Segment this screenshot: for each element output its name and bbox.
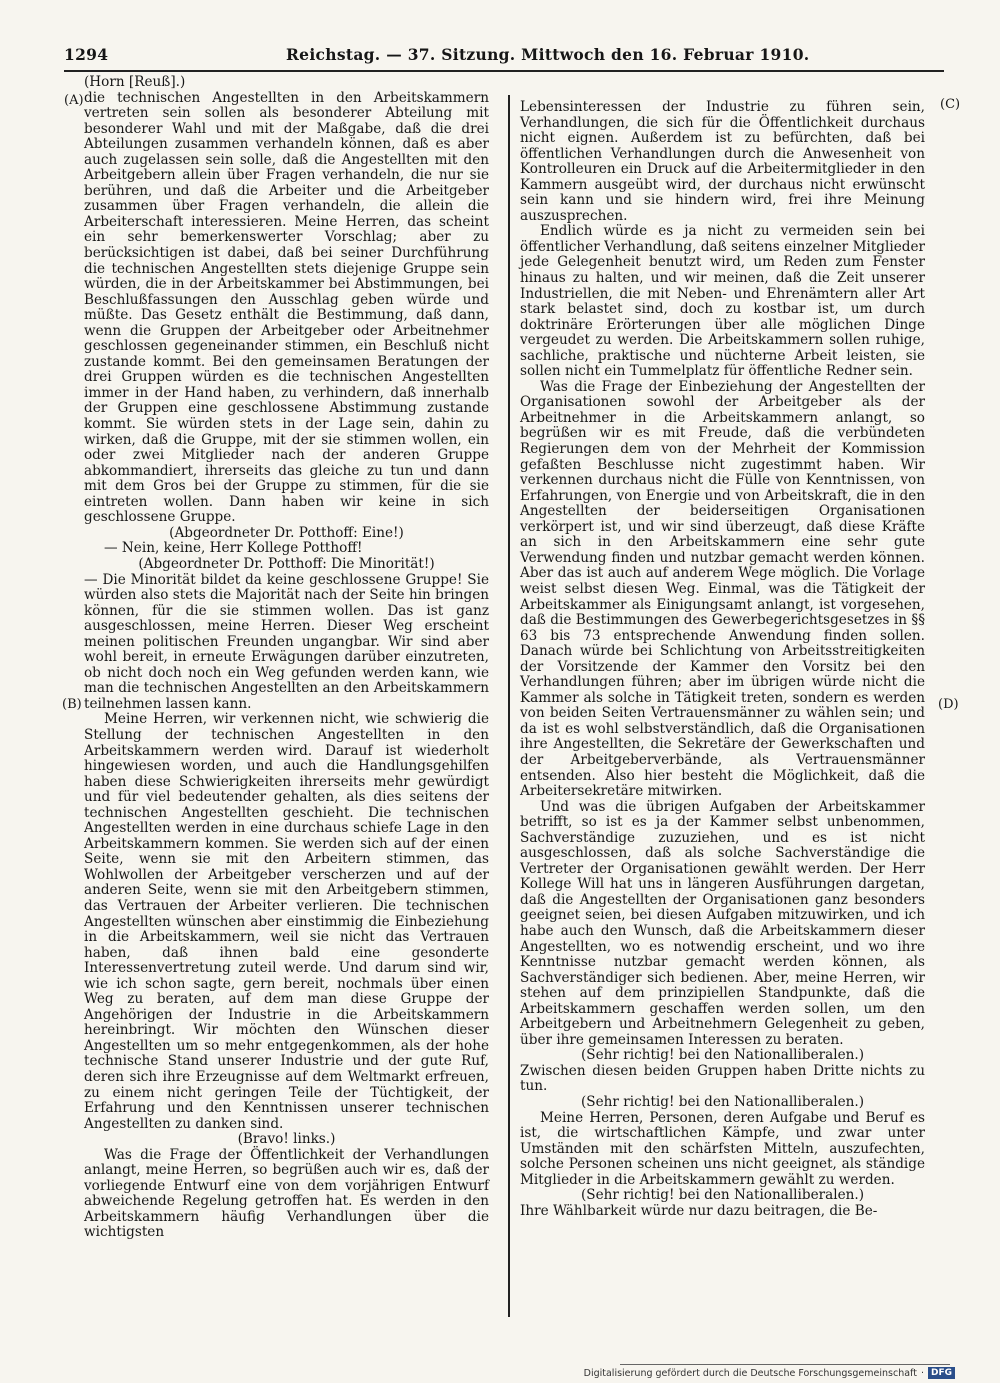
- paragraph: Endlich würde es ja nicht zu vermeiden sein bei öffentlicher Verhandlung, daß seitens einzelner Mitglieder jede Gelegenheit benutzt wird, um Reden zum Fenster hinaus zu halten, und wir meinen, daß die Zeit unserer Industriellen, die mit Neben- und Ehrenämtern aller Art stark belastet sind, doch zu kostbar ist, um durch doktrinäre Erörterungen über alle möglichen Dinge vergeudet zu werden. Die Arbeitskammern sollen ruhige, sachliche, praktische und nüchterne Arbeit leisten, sie sollen nicht ein Tummelplatz für öffentliche Redner sein.: [520, 223, 925, 380]
- paragraph: Meine Herren, Personen, deren Aufgabe und Beruf es ist, die wirtschaftlichen Kämpfe, und zwar unter Umständen mit den schärfsten Mitteln, auszufechten, solche Personen scheinen uns nicht geeignet, als ständige Mitglieder in die Arbeitskammern gewählt zu werden.: [520, 1109, 925, 1188]
- interjection: (Bravo! links.): [237, 1131, 336, 1148]
- paragraph: Was die Frage der Öffentlichkeit der Verhandlungen anlangt, meine Herren, so begrüßen auch wir es, daß der vorliegende Entwurf eine von dem vorjährigen Entwurf abweichende Regelung getroffen hat. Es werden in den Arbeitskammern häufig Verhandlungen über die wichtigsten: [84, 1146, 489, 1241]
- page-number: 1294: [64, 45, 109, 64]
- interjection: (Sehr richtig! bei den Nationalliberalen.): [581, 1094, 864, 1110]
- column-divider: [508, 95, 510, 1317]
- paragraph: Lebensinteressen der Industrie zu führen sein, Verhandlungen, die sich für die Öffentlichkeit durchaus nicht eignen. Außerdem ist zu befürchten, daß bei öffentlichen Verhandlungen durch die Anwesenheit von Kontrolleuren ein Druck auf die Arbeitermitglieder in den Kammern ausgeübt wird, der durchaus nicht erwünscht sein kann und sie hindern wird, frei ihre Meinung auszusprechen.: [520, 99, 925, 224]
- page-header: [64, 45, 944, 69]
- paragraph: Was die Frage der Einbeziehung der Angestellten der Organisationen sowohl der Arbeitgeber als der Arbeitnehmer in die Arbeitskammern anlangt, so begrüßen wir es mit Freude, daß die verbündeten Regierungen dem von der Mehrheit der Kommission gefaßten Beschlusse nicht zugestimmt haben. Wir verkennen durchaus nicht die Fülle von Kenntnissen, von Erfahrungen, von Energie und von Arbeitskraft, die in den Angestellten der beiderseitigen Organisationen verkörpert ist, und wir sind überzeugt, daß diese Kräfte an sich in den Arbeitskammern eine sehr gute Verwendung finden und nutzbar gemacht werden können. Aber das ist auch auf anderem Wege möglich. Die Vorlage weist selbst diesen Weg. Einmal, was die Tätigkeit der Arbeitskammer als Einigungsamt anlangt, ist vorgesehen, daß die Bestimmungen des Gewerbegerichtsgesetzes in §§ 63 bis 73 entsprechende Anwendung finden sollen. Danach würde bei Schlichtung von Arbeitsstreitigkeiten der Vorsitzende der Kammer den Vorsitz bei den Verhandlungen führen; aber im übrigen würde nicht die Kammer als solche in Tätigkeit treten, sondern es werden von beiden Seiten Vertrauensmänner zu wählen sein; und da ist es wohl selbstverständlich, daß die Organisationen ihre Angestellten, die Sekretäre der Gewerkschaften und der Arbeitgeberverbände, als Vertrauensmänner entsenden. Also hier besteht die Möglichkeit, daß die Arbeitersekretäre mitwirken.: [520, 378, 925, 800]
- left-column: [84, 75, 489, 1241]
- interjection: (Abgeordneter Dr. Potthoff: Die Minorität!): [138, 555, 435, 572]
- footer: Digitalisierung gefördert durch die Deutsche Forschungsgemeinschaft · DFG: [584, 1367, 955, 1379]
- interjection: (Sehr richtig! bei den Nationalliberalen.): [581, 1047, 864, 1064]
- paragraph: die technischen Angestellten in den Arbeitskammern vertreten sein sollen als besonderer Abteilung mit besonderer Wahl und mit der Maßgabe, daß die drei Abteilungen zusammen verhandeln können, daß es aber auch zugelassen sein solle, daß die Angestellten mit den Arbeitgebern allein über Fragen verhandeln, die nur sie berühren, und daß die Arbeiter und die Arbeitgeber zusammen über Fragen verhandeln, die allein die Arbeiterschaft interessieren. Meine Herren, das scheint ein sehr bemerkenswerter Vorschlag; aber zu berücksichtigen ist dabei, daß bei seiner Durchführung die technischen Angestellten stets diejenige Gruppe sein würden, die in der Arbeitskammer bei Abstimmungen, bei Beschlußfassungen den Ausschlag geben würde und müßte. Das Gesetz enthält die Bestimmung, daß dann, wenn die Gruppen der Arbeitgeber oder Arbeitnehmer geschlossen gegeneinander stimmen, ein Beschluß nicht zustande kommt. Bei den gemeinsamen Beratungen der drei Gruppen würden es die technischen Angestellten immer in der Hand haben, zu verhindern, daß innerhalb der Gruppen eine geschlossene Abstimmung zustande kommt. Sie würden stets in der Lage sein, dahin zu wirken, daß die Gruppe, mit der sie stimmen wollen, ein oder zwei Mitglieder nach der anderen Gruppe abkommandiert, ihrerseits das gleiche zu tun und dann mit dem Gros bei der Gruppe zu stimmen, für die sie eintreten wollen. Dann haben wir keine in sich geschlossene Gruppe.: [84, 89, 489, 526]
- footer-text: Digitalisierung gefördert durch die Deutsche Forschungsgemeinschaft: [583, 1367, 917, 1379]
- header-rule: [64, 70, 944, 72]
- paragraph: Zwischen diesen beiden Gruppen haben Dritte nichts zu tun.: [520, 1062, 925, 1095]
- right-column: [520, 100, 925, 1219]
- paragraph: Ihre Wählbarkeit würde nur dazu beitragen, die Be-: [520, 1202, 878, 1219]
- paragraph: Meine Herren, wir verkennen nicht, wie schwierig die Stellung der technischen Angestellten in den Arbeitskammern werden wird. Darauf ist wiederholt hingewiesen worden, und auch die Handlungsgehilfen haben diese Schwierigkeiten ihrerseits mehr gewürdigt und für viel bedeutender gehalten, als dies seitens der technischen Angestellten geschieht. Die technischen Angestellten werden in eine durchaus schiefe Lage in den Arbeitskammern kommen. Sie werden sich auf der einen Seite, wenn sie mit den Arbeitern stimmen, das Wohlwollen der Arbeitgeber verscherzen und auf der anderen Seite, wenn sie mit den Arbeitgebern stimmen, das Vertrauen der Arbeiter verlieren. Die technischen Angestellten wünschen aber einstimmig die Einbeziehung in die Arbeitskammern, weil sie nicht das Vertrauen haben, daß ihnen bald eine gesonderte Interessenvertretung zuteil werde. Und darum sind wir, wie ich schon sagte, gern bereit, nochmals über einen Weg zu beraten, auf dem man diese Gruppe der Angehörigen der Industrie in die Arbeitskammern hereinbringt. Wir möchten den Wünschen dieser Angestellten um so mehr entgegenkommen, als der hohe technische Stand unserer Industrie und der gute Ruf, deren sich ihre Erzeugnisse auf dem Weltmarkt erfreuen, zu einem nicht geringen Teile der Tüchtigkeit, der Erfahrung und den Kenntnissen unserer technischen Angestellten zu danken sind.: [84, 711, 489, 1132]
- interjection: (Sehr richtig! bei den Nationalliberalen.): [581, 1187, 864, 1204]
- speaker-name: (Horn [Reuß].): [84, 74, 186, 90]
- footer-rule: [620, 1364, 950, 1365]
- paragraph: — Nein, keine, Herr Kollege Potthoff!: [104, 540, 363, 557]
- paragraph: — Die Minorität bildet da keine geschlossene Gruppe! Sie würden also stets die Majorität nach der Seite hin bringen können, für die sie stimmen wollen. Das ist ganz ausgeschlossen, meine Herren. Dieser Weg erscheint meinen politischen Freunden ungangbar. Wir sind aber wohl bereit, in erneute Erwägungen darüber einzutreten, ob nicht doch noch ein Weg gefunden werden kann, wie man die technischen Angestellten an den Arbeitskammern teilnehmen lassen kann.: [84, 571, 489, 712]
- margin-marker-d: (D): [938, 697, 959, 712]
- running-title: Reichstag. — 37. Sitzung. Mittwoch den 16. Februar 1910.: [286, 45, 810, 64]
- paragraph: Und was die übrigen Aufgaben der Arbeitskammer betrifft, so ist es ja der Kammer selbst unbenommen, Sachverständige zuzuziehen, und es ist nicht ausgeschlossen, daß als solche Sachverständige die Vertreter der Organisationen gewählt werden. Der Herr Kollege Will hat uns in längeren Ausführungen dargetan, daß die Angestellten der Organisationen ganz besonders geeignet seien, bei diesen Aufgaben mitzuwirken, und ich habe auch den Wunsch, daß die Arbeitskammern dieser Angestellten, wo es notwendig erscheint, und wo ihre Kenntnisse nutzbar gemacht werden können, als Sachverständiger sich bedienen. Aber, meine Herren, wir stehen auf dem prinzipiellen Standpunkte, daß die Arbeitskammern geschaffen werden sollen, um den Arbeitgebern und Arbeitnehmern Gelegenheit zu geben, über ihre gemeinsamen Interessen zu beraten.: [520, 798, 925, 1048]
- margin-marker-a: (A): [64, 93, 84, 108]
- margin-marker-b: (B): [62, 697, 82, 712]
- margin-marker-c: (C): [940, 97, 961, 112]
- dfg-logo-icon: DFG: [928, 1367, 955, 1379]
- interjection: (Abgeordneter Dr. Potthoff: Eine!): [169, 524, 404, 541]
